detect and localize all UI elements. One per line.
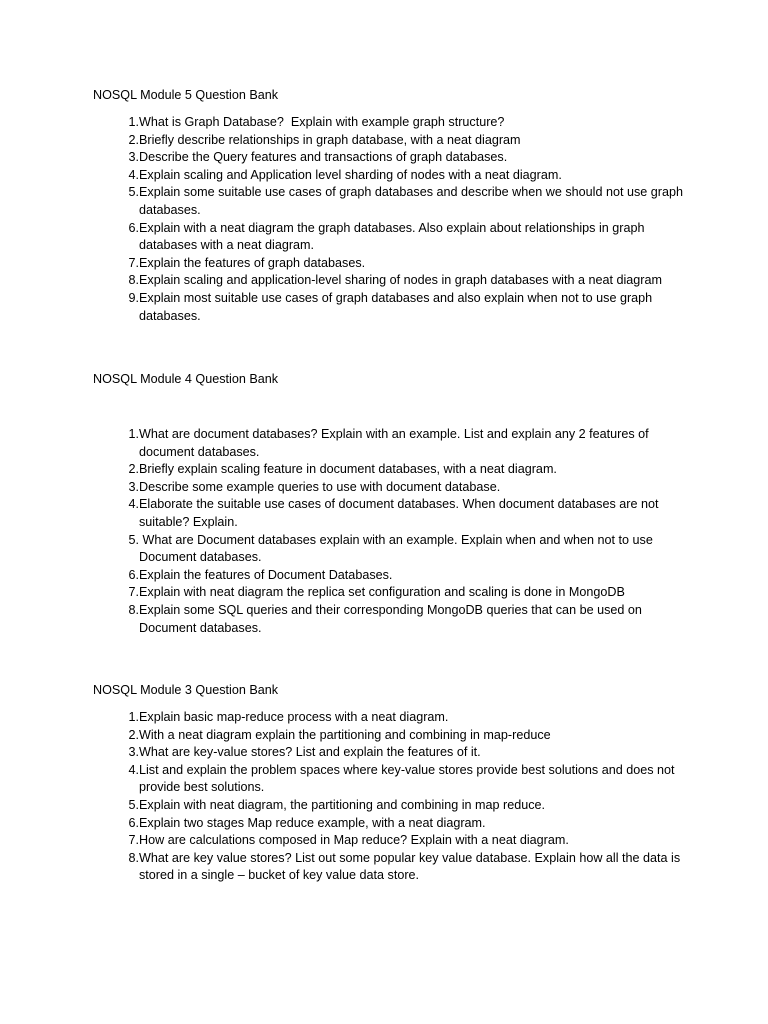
question-number: 5. [128,185,139,200]
question-item [93,727,693,745]
question-number: 3. [128,150,139,165]
question-text: Describe some example queries to use with document database. [139,479,501,494]
question-text: What are Document databases explain with an example. Explain when and when not to use Document databases. [139,532,657,565]
section-heading-module-3: NOSQL Module 3 Question Bank [93,683,279,697]
question-text: What are document databases? Explain with an example. List and explain any 2 features of document databases. [139,427,653,459]
question-number: 1. [128,115,139,129]
question-number: 8. [128,850,139,865]
question-item [93,850,693,885]
question-list-module-3 [93,709,693,885]
question-number: 4. [128,497,139,512]
question-text: Explain scaling and application-level sharing of nodes in graph databases with a neat diagram [139,273,662,288]
question-item [93,426,693,461]
question-list-module-5 [93,114,693,325]
question-item [93,167,693,185]
question-item [93,479,693,497]
question-number: 2. [128,132,139,147]
question-text: Explain two stages Map reduce example, with a neat diagram. [139,815,486,830]
question-number: 2. [128,462,139,477]
question-number: 6. [128,815,139,830]
question-item [93,567,693,585]
question-number: 6. [128,220,139,235]
question-text: Describe the Query features and transactions of graph databases. [139,150,508,165]
question-number: 8. [128,273,139,288]
question-number: 4. [128,762,139,777]
question-number: 7. [128,255,139,270]
question-number: 2. [128,727,139,742]
question-item [93,815,693,833]
question-list-module-4 [93,426,693,637]
section-heading-module-4: NOSQL Module 4 Question Bank [93,372,279,386]
question-item [93,584,693,602]
question-text: Explain basic map-reduce process with a neat diagram. [139,710,449,724]
question-item [93,709,693,727]
question-number: 7. [128,833,139,848]
question-text: Elaborate the suitable use cases of document databases. When document databases are not suitable? Explain. [139,497,662,529]
question-text: Briefly describe relationships in graph database, with a neat diagram [139,132,521,147]
question-item [93,290,693,325]
question-number: 8. [128,602,139,617]
question-number: 6. [128,567,139,582]
question-number: 3. [128,745,139,760]
question-text: What are key value stores? List out some popular key value database. Explain how all the data is stored in a single – bucket of key value data store. [139,850,684,883]
question-text: Explain with a neat diagram the graph databases. Also explain about relationships in graph databases with a neat diagram. [139,220,648,253]
question-number: 5. [128,532,139,547]
question-item [93,114,693,132]
question-number: 4. [128,167,139,182]
question-item [93,184,693,219]
question-text: Explain the features of Document Databases. [139,567,393,582]
question-number: 1. [128,427,139,441]
question-text: Explain scaling and Application level sharding of nodes with a neat diagram. [139,167,562,182]
question-item [93,220,693,255]
question-text: Explain most suitable use cases of graph databases and also explain when not to use graph databases. [139,290,656,323]
question-text: What is Graph Database? Explain with example graph structure? [139,115,505,129]
question-text: Explain the features of graph databases. [139,255,366,270]
question-item [93,762,693,797]
question-item [93,532,693,567]
question-item [93,496,693,531]
question-number: 3. [128,479,139,494]
question-number: 5. [128,797,139,812]
question-item [93,255,693,273]
question-text: Explain some SQL queries and their corresponding MongoDB queries that can be used on Document databases. [139,602,646,635]
question-text: Explain some suitable use cases of graph databases and describe when we should not use graph databases. [139,185,687,217]
question-item [93,832,693,850]
question-text: List and explain the problem spaces where key-value stores provide best solutions and does not provide best solutions. [139,762,679,795]
question-number: 9. [128,290,139,305]
question-number: 7. [128,585,139,600]
question-item [93,272,693,290]
question-text: How are calculations composed in Map reduce? Explain with a neat diagram. [139,833,569,848]
question-item [93,602,693,637]
question-text: With a neat diagram explain the partitioning and combining in map-reduce [139,727,551,742]
question-item [93,149,693,167]
question-text: What are key-value stores? List and explain the features of it. [139,745,481,760]
question-item [93,744,693,762]
question-number: 1. [128,710,139,724]
question-text: Explain with neat diagram, the partitioning and combining in map reduce. [139,797,546,812]
question-item [93,132,693,150]
question-text: Briefly explain scaling feature in document databases, with a neat diagram. [139,462,557,477]
question-item [93,461,693,479]
question-text: Explain with neat diagram the replica set configuration and scaling is done in MongoDB [139,585,625,600]
section-heading-module-5: NOSQL Module 5 Question Bank [93,88,279,102]
question-item [93,797,693,815]
